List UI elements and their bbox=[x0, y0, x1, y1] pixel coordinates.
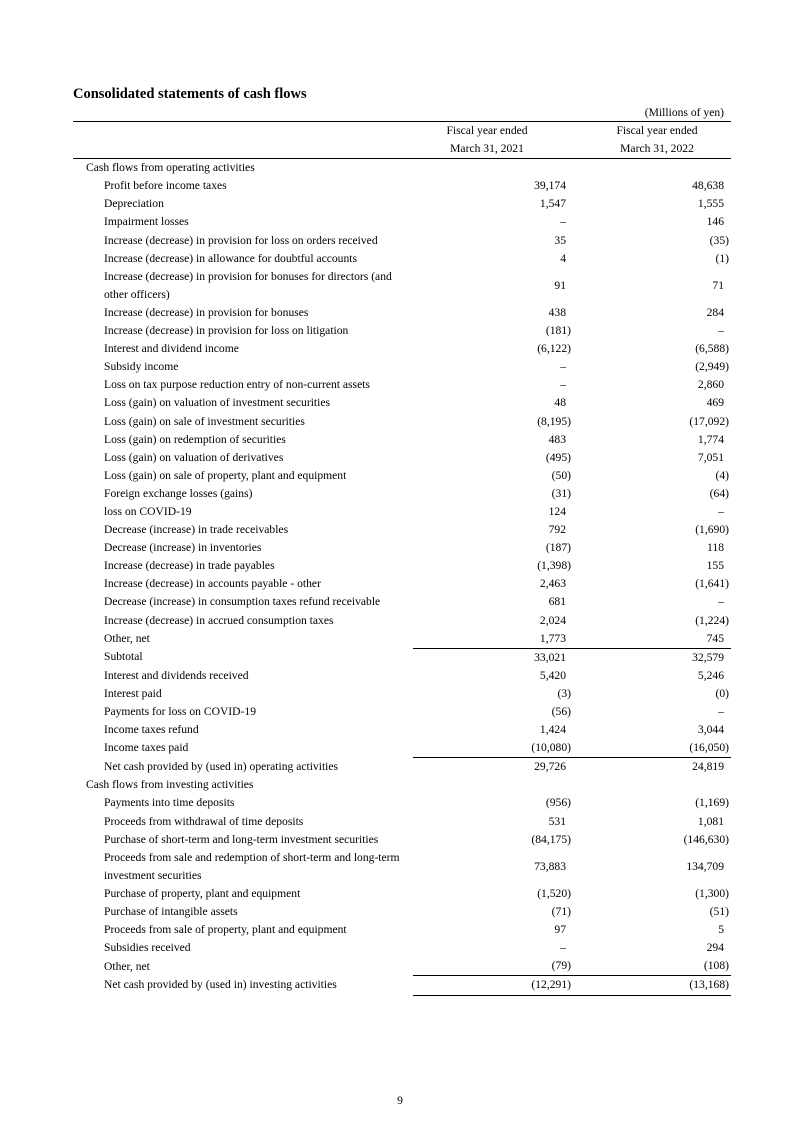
value-fy2022 bbox=[573, 159, 731, 178]
row-label: Decrease (increase) in consumption taxes refund receivable bbox=[104, 595, 381, 609]
row-label: Increase (decrease) in accounts payable - other bbox=[104, 577, 321, 591]
table-header-row bbox=[73, 122, 731, 141]
cell-value: 1,774 bbox=[697, 432, 724, 446]
cell-value: (6,122) bbox=[537, 342, 571, 356]
table-row bbox=[73, 268, 731, 304]
value-fy2022 bbox=[573, 376, 731, 394]
page-number: 9 bbox=[397, 1094, 403, 1107]
table-row bbox=[73, 485, 731, 503]
section-row bbox=[73, 776, 731, 794]
table-row bbox=[73, 593, 731, 611]
row-label: Net cash provided by (used in) operating activities bbox=[104, 760, 339, 774]
value-fy2021 bbox=[413, 449, 573, 467]
value-fy2021 bbox=[413, 521, 573, 539]
cell-value: 3,044 bbox=[697, 723, 724, 737]
table-row bbox=[73, 539, 731, 557]
row-label: Proceeds from sale and redemption of short-term and long-term investment securities bbox=[104, 850, 400, 882]
cell-value: 48,638 bbox=[692, 179, 724, 193]
col1-header-line1: Fiscal year ended bbox=[413, 122, 573, 141]
table-row bbox=[73, 449, 731, 467]
value-fy2021 bbox=[413, 322, 573, 340]
cell-value: – bbox=[560, 378, 566, 392]
value-fy2021 bbox=[413, 957, 573, 976]
value-fy2022 bbox=[573, 776, 731, 794]
row-label: Loss (gain) on valuation of investment securities bbox=[104, 396, 331, 410]
value-fy2021 bbox=[413, 921, 573, 939]
table-row bbox=[73, 739, 731, 758]
value-fy2022 bbox=[573, 539, 731, 557]
value-fy2021 bbox=[413, 232, 573, 250]
cell-value: (50) bbox=[551, 468, 571, 482]
value-fy2022 bbox=[573, 957, 731, 976]
value-fy2022 bbox=[573, 268, 731, 304]
cell-value: (4) bbox=[715, 468, 729, 482]
cell-value: 124 bbox=[548, 504, 566, 518]
cell-value: – bbox=[560, 215, 566, 229]
table-row bbox=[73, 413, 731, 431]
cell-value: 2,024 bbox=[539, 613, 566, 627]
value-fy2022 bbox=[573, 667, 731, 685]
cell-value: – bbox=[718, 504, 724, 518]
cell-value: (84,175) bbox=[531, 832, 571, 846]
value-fy2022 bbox=[573, 903, 731, 921]
cell-value: 294 bbox=[706, 941, 724, 955]
value-fy2021 bbox=[413, 503, 573, 521]
cell-value: 146 bbox=[706, 215, 724, 229]
row-label: Loss (gain) on redemption of securities bbox=[104, 432, 286, 446]
cell-value: 1,424 bbox=[539, 723, 566, 737]
table-row bbox=[73, 467, 731, 485]
value-fy2021 bbox=[413, 648, 573, 667]
row-label: Cash flows from investing activities bbox=[86, 778, 254, 792]
table-row bbox=[73, 758, 731, 777]
value-fy2021 bbox=[413, 630, 573, 649]
cell-value: 118 bbox=[707, 541, 724, 555]
cell-value: (13,168) bbox=[689, 978, 729, 992]
value-fy2021 bbox=[413, 939, 573, 957]
table-row bbox=[73, 612, 731, 630]
value-fy2022 bbox=[573, 467, 731, 485]
value-fy2022 bbox=[573, 831, 731, 849]
value-fy2021 bbox=[413, 976, 573, 995]
cash-flow-table bbox=[73, 121, 731, 996]
table-row bbox=[73, 177, 731, 195]
cell-value: (56) bbox=[551, 705, 571, 718]
cell-value: (187) bbox=[545, 541, 571, 555]
value-fy2022 bbox=[573, 648, 731, 667]
row-label: Increase (decrease) in provision for bonuses bbox=[104, 305, 309, 319]
value-fy2022 bbox=[573, 794, 731, 812]
row-label: Purchase of intangible assets bbox=[104, 905, 238, 919]
row-label: Interest and dividend income bbox=[104, 342, 239, 356]
row-label: Income taxes refund bbox=[104, 723, 199, 737]
value-fy2021 bbox=[413, 612, 573, 630]
section-row bbox=[73, 159, 731, 178]
cell-value: (51) bbox=[709, 905, 729, 919]
col2-header-line2: March 31, 2022 bbox=[573, 140, 731, 159]
row-label: Increase (decrease) in trade payables bbox=[104, 559, 275, 573]
value-fy2021 bbox=[413, 758, 573, 777]
cell-value: (1,641) bbox=[695, 577, 729, 591]
table-row bbox=[73, 213, 731, 231]
table-row bbox=[73, 304, 731, 322]
table-row bbox=[73, 575, 731, 593]
value-fy2022 bbox=[573, 340, 731, 358]
row-label: Other, net bbox=[104, 959, 150, 973]
table-row bbox=[73, 648, 731, 667]
cell-value: (1,300) bbox=[695, 886, 729, 900]
col1-header-line2: March 31, 2021 bbox=[413, 140, 573, 159]
row-label: Payments for loss on COVID-19 bbox=[104, 705, 256, 718]
value-fy2022 bbox=[573, 758, 731, 777]
value-fy2021 bbox=[413, 431, 573, 449]
row-label: Income taxes paid bbox=[104, 741, 189, 755]
table-row bbox=[73, 394, 731, 412]
row-label: Decrease (increase) in inventories bbox=[104, 541, 262, 555]
row-label: Profit before income taxes bbox=[104, 179, 227, 193]
cell-value: (17,092) bbox=[689, 414, 729, 428]
value-fy2021 bbox=[413, 685, 573, 703]
table-row bbox=[73, 503, 731, 521]
value-fy2021 bbox=[413, 903, 573, 921]
table-row bbox=[73, 903, 731, 921]
row-label: loss on COVID-19 bbox=[104, 504, 192, 518]
row-label: Subsidy income bbox=[104, 360, 179, 374]
table-row bbox=[73, 721, 731, 739]
cell-value: 48 bbox=[554, 396, 566, 410]
table-row bbox=[73, 195, 731, 213]
cell-value: (3) bbox=[557, 686, 571, 700]
value-fy2021 bbox=[413, 358, 573, 376]
table-row bbox=[73, 630, 731, 649]
cell-value: 1,555 bbox=[697, 197, 724, 211]
table-row bbox=[73, 849, 731, 885]
row-label: Other, net bbox=[104, 631, 150, 645]
cell-value: (12,291) bbox=[531, 978, 571, 992]
table-row bbox=[73, 939, 731, 957]
cell-value: – bbox=[718, 595, 724, 609]
cell-value: (146,630) bbox=[683, 832, 729, 846]
row-label: Net cash provided by (used in) investing activities bbox=[104, 978, 337, 992]
cell-value: (1,520) bbox=[537, 886, 571, 900]
row-label: Increase (decrease) in provision for loss on orders received bbox=[104, 233, 378, 247]
value-fy2022 bbox=[573, 394, 731, 412]
value-fy2022 bbox=[573, 593, 731, 611]
cell-value: (8,195) bbox=[537, 414, 571, 428]
cell-value: (1,169) bbox=[695, 796, 729, 810]
value-fy2021 bbox=[413, 250, 573, 268]
cell-value: (79) bbox=[551, 959, 571, 973]
cell-value: 438 bbox=[548, 305, 566, 319]
cell-value: 71 bbox=[712, 278, 724, 292]
row-label: Decrease (increase) in trade receivables bbox=[104, 523, 289, 537]
cell-value: 35 bbox=[554, 233, 566, 247]
value-fy2021 bbox=[413, 376, 573, 394]
value-fy2021 bbox=[413, 304, 573, 322]
value-fy2022 bbox=[573, 976, 731, 995]
cell-value: – bbox=[718, 324, 724, 338]
col2-header-line1: Fiscal year ended bbox=[573, 122, 731, 141]
cell-value: (1,224) bbox=[695, 613, 729, 627]
value-fy2021 bbox=[413, 667, 573, 685]
cell-value: 5,420 bbox=[539, 668, 566, 682]
value-fy2022 bbox=[573, 557, 731, 575]
cell-value: 1,081 bbox=[697, 814, 724, 828]
value-fy2021 bbox=[413, 776, 573, 794]
cell-value: 2,463 bbox=[539, 577, 566, 591]
value-fy2022 bbox=[573, 431, 731, 449]
cell-value: 284 bbox=[706, 305, 724, 319]
value-fy2021 bbox=[413, 340, 573, 358]
value-fy2022 bbox=[573, 358, 731, 376]
table-header-row bbox=[73, 140, 731, 159]
cell-value: 5 bbox=[718, 923, 724, 937]
cell-value: 32,579 bbox=[692, 650, 724, 664]
value-fy2022 bbox=[573, 939, 731, 957]
cell-value: 29,726 bbox=[534, 760, 566, 774]
row-label: Purchase of property, plant and equipment bbox=[104, 886, 301, 900]
cell-value: – bbox=[560, 360, 566, 374]
cell-value: 681 bbox=[548, 595, 566, 609]
value-fy2021 bbox=[413, 485, 573, 503]
cell-value: 1,547 bbox=[539, 197, 566, 211]
row-label: Increase (decrease) in accrued consumption taxes bbox=[104, 613, 334, 627]
cell-value: (1) bbox=[715, 251, 729, 265]
row-label: Increase (decrease) in provision for bonuses for directors (and other officers) bbox=[104, 269, 392, 301]
page-title: Consolidated statements of cash flows bbox=[73, 86, 307, 102]
units-note: (Millions of yen) bbox=[644, 106, 724, 119]
value-fy2022 bbox=[573, 685, 731, 703]
value-fy2021 bbox=[413, 413, 573, 431]
value-fy2022 bbox=[573, 195, 731, 213]
cell-value: 2,860 bbox=[697, 378, 724, 392]
cell-value: 483 bbox=[548, 432, 566, 446]
row-label: Impairment losses bbox=[104, 215, 189, 229]
value-fy2021 bbox=[413, 849, 573, 885]
table-row bbox=[73, 232, 731, 250]
row-label: Interest paid bbox=[104, 686, 162, 700]
table-row bbox=[73, 703, 731, 721]
row-label: Interest and dividends received bbox=[104, 668, 249, 682]
row-label: Loss on tax purpose reduction entry of non-current assets bbox=[104, 378, 370, 392]
value-fy2021 bbox=[413, 575, 573, 593]
cell-value: 33,021 bbox=[534, 650, 566, 664]
table-row bbox=[73, 831, 731, 849]
table-row bbox=[73, 794, 731, 812]
cell-value: – bbox=[560, 941, 566, 955]
row-label: Foreign exchange losses (gains) bbox=[104, 486, 253, 500]
value-fy2021 bbox=[413, 739, 573, 758]
cell-value: 7,051 bbox=[697, 450, 724, 464]
cell-value: (495) bbox=[545, 450, 571, 464]
value-fy2022 bbox=[573, 739, 731, 758]
table-row bbox=[73, 521, 731, 539]
cell-value: (35) bbox=[709, 233, 729, 247]
value-fy2022 bbox=[573, 503, 731, 521]
cell-value: 745 bbox=[706, 631, 724, 645]
value-fy2022 bbox=[573, 485, 731, 503]
cell-value: (10,080) bbox=[531, 741, 571, 755]
row-label: Depreciation bbox=[104, 197, 164, 211]
table-row bbox=[73, 376, 731, 394]
cell-value: (2,949) bbox=[695, 360, 729, 374]
value-fy2022 bbox=[573, 177, 731, 195]
cell-value: 97 bbox=[554, 923, 566, 937]
cell-value: 1,773 bbox=[539, 631, 566, 645]
row-label: Subsidies received bbox=[104, 941, 191, 955]
value-fy2022 bbox=[573, 521, 731, 539]
row-label: Loss (gain) on sale of investment securities bbox=[104, 414, 305, 428]
table-row bbox=[73, 667, 731, 685]
cell-value: (956) bbox=[545, 796, 571, 810]
table-row bbox=[73, 976, 731, 995]
value-fy2021 bbox=[413, 885, 573, 903]
cell-value: (6,588) bbox=[695, 342, 729, 356]
table-row bbox=[73, 885, 731, 903]
value-fy2022 bbox=[573, 449, 731, 467]
value-fy2022 bbox=[573, 849, 731, 885]
table-row bbox=[73, 250, 731, 268]
table-row bbox=[73, 921, 731, 939]
value-fy2021 bbox=[413, 813, 573, 831]
cell-value: 91 bbox=[554, 278, 566, 292]
row-label: Subtotal bbox=[104, 650, 143, 664]
value-fy2022 bbox=[573, 721, 731, 739]
value-fy2022 bbox=[573, 304, 731, 322]
row-label: Loss (gain) on sale of property, plant and equipment bbox=[104, 468, 347, 482]
row-label: Payments into time deposits bbox=[104, 796, 235, 810]
cell-value: (1,398) bbox=[537, 559, 571, 573]
value-fy2021 bbox=[413, 539, 573, 557]
table-row bbox=[73, 957, 731, 976]
cell-value: (1,690) bbox=[695, 523, 729, 537]
cell-value: 24,819 bbox=[692, 760, 724, 774]
value-fy2021 bbox=[413, 831, 573, 849]
cell-value: 5,246 bbox=[697, 668, 724, 682]
cell-value: 4 bbox=[560, 251, 566, 265]
cell-value: (71) bbox=[551, 905, 571, 919]
table-row bbox=[73, 431, 731, 449]
value-fy2022 bbox=[573, 885, 731, 903]
table-row bbox=[73, 557, 731, 575]
cell-value: (181) bbox=[545, 324, 571, 338]
cell-value: 792 bbox=[548, 523, 566, 537]
value-fy2022 bbox=[573, 250, 731, 268]
row-label: Loss (gain) on valuation of derivatives bbox=[104, 450, 284, 464]
value-fy2021 bbox=[413, 213, 573, 231]
value-fy2022 bbox=[573, 703, 731, 721]
cell-value: 134,709 bbox=[686, 859, 724, 873]
cell-value: – bbox=[718, 705, 724, 718]
value-fy2021 bbox=[413, 195, 573, 213]
row-label: Purchase of short-term and long-term investment securities bbox=[104, 832, 379, 846]
table-row bbox=[73, 340, 731, 358]
cell-value: (108) bbox=[703, 959, 729, 973]
cell-value: 155 bbox=[706, 559, 724, 573]
cell-value: (64) bbox=[709, 486, 729, 500]
value-fy2022 bbox=[573, 322, 731, 340]
row-label: Increase (decrease) in provision for loss on litigation bbox=[104, 324, 349, 338]
value-fy2021 bbox=[413, 703, 573, 721]
cell-value: 531 bbox=[548, 814, 566, 828]
cell-value: (0) bbox=[715, 686, 729, 700]
cell-value: (16,050) bbox=[689, 741, 729, 755]
value-fy2021 bbox=[413, 467, 573, 485]
value-fy2022 bbox=[573, 921, 731, 939]
value-fy2022 bbox=[573, 630, 731, 649]
table-row bbox=[73, 685, 731, 703]
value-fy2022 bbox=[573, 232, 731, 250]
value-fy2021 bbox=[413, 159, 573, 178]
value-fy2021 bbox=[413, 557, 573, 575]
cell-value: 73,883 bbox=[534, 859, 566, 873]
cell-value: 39,174 bbox=[534, 179, 566, 193]
row-label: Proceeds from withdrawal of time deposits bbox=[104, 814, 304, 828]
value-fy2022 bbox=[573, 575, 731, 593]
value-fy2021 bbox=[413, 394, 573, 412]
table-row bbox=[73, 813, 731, 831]
row-label: Proceeds from sale of property, plant and equipment bbox=[104, 923, 347, 937]
value-fy2022 bbox=[573, 413, 731, 431]
value-fy2021 bbox=[413, 268, 573, 304]
value-fy2021 bbox=[413, 177, 573, 195]
row-label: Cash flows from operating activities bbox=[86, 161, 255, 175]
value-fy2022 bbox=[573, 813, 731, 831]
value-fy2022 bbox=[573, 213, 731, 231]
value-fy2021 bbox=[413, 593, 573, 611]
value-fy2021 bbox=[413, 794, 573, 812]
row-label: Increase (decrease) in allowance for doubtful accounts bbox=[104, 251, 358, 265]
table-row bbox=[73, 322, 731, 340]
cell-value: 469 bbox=[706, 396, 724, 410]
value-fy2021 bbox=[413, 721, 573, 739]
table-row bbox=[73, 358, 731, 376]
value-fy2022 bbox=[573, 612, 731, 630]
cell-value: (31) bbox=[551, 486, 571, 500]
